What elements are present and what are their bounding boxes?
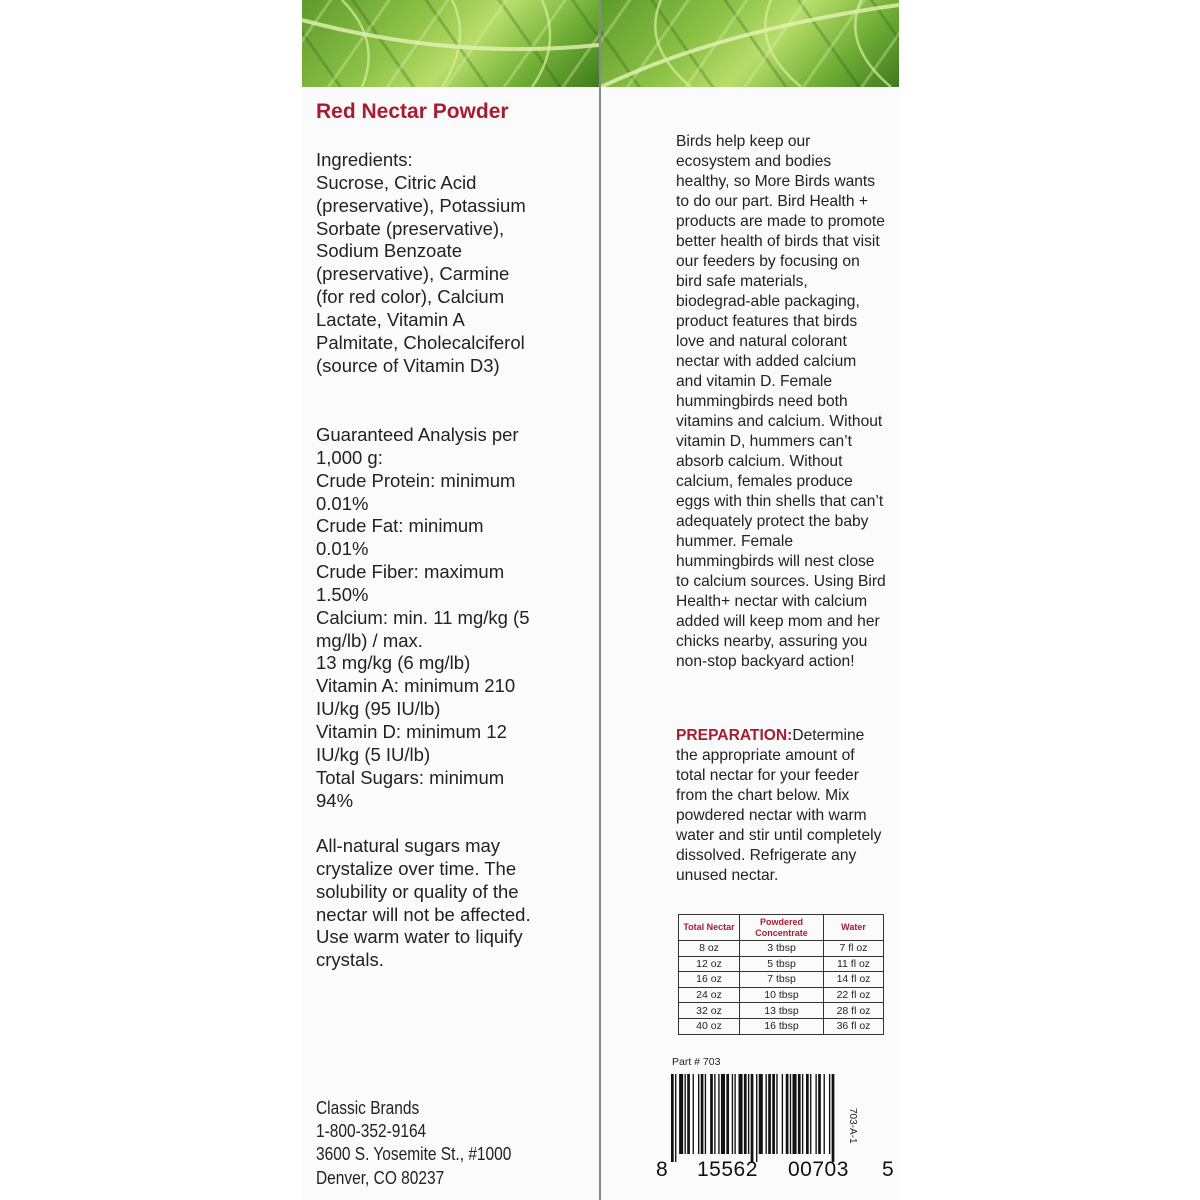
- table-cell: 16 tbsp: [740, 1018, 824, 1034]
- barcode-bar: [739, 1074, 743, 1154]
- header-total-nectar: Total Nectar: [679, 915, 740, 941]
- table-cell: 14 fl oz: [824, 972, 884, 988]
- guaranteed-analysis-text: Guaranteed Analysis per 1,000 g: Crude Protein: minimum 0.01% Crude Fat: minimum 0.01% Crude Fiber: maximum 1.50% Calcium: min. 11 mg/kg (5 mg/lb) / max. 13 mg/kg (6 mg/lb) Vitamin A: minimum 210 IU/kg (95 IU/lb) Vitamin D: minimum 12 IU/kg (5 IU/lb) Total Sugars: minimum 94%: [316, 424, 530, 811]
- barcode-bar: [726, 1074, 729, 1154]
- barcode-bar: [798, 1074, 801, 1154]
- barcode-bar: [693, 1074, 694, 1154]
- header-powdered-concentrate: Powdered Concentrate: [740, 915, 824, 941]
- barcode-bar: [824, 1074, 825, 1154]
- table-cell: 24 oz: [679, 987, 740, 1003]
- table-cell: 12 oz: [679, 956, 740, 972]
- barcode-digit-last: 5: [882, 1158, 895, 1181]
- barcode-bar: [671, 1074, 674, 1162]
- table-row: [679, 941, 884, 957]
- barcode-bar: [679, 1074, 683, 1154]
- product-label: [302, 0, 899, 1200]
- barcode-bar: [732, 1074, 733, 1154]
- barcode-bar: [710, 1074, 713, 1154]
- table-cell: 22 fl oz: [824, 987, 884, 1003]
- header-water: Water: [824, 915, 884, 941]
- barcode-bar: [756, 1074, 757, 1162]
- table-cell: 3 tbsp: [740, 941, 824, 957]
- company-city: Denver, CO 80237: [316, 1167, 445, 1188]
- barcode-bar: [786, 1074, 789, 1154]
- part-number: Part # 703: [672, 1056, 721, 1068]
- table-cell: 5 tbsp: [740, 956, 824, 972]
- table-row: [679, 987, 884, 1003]
- about-text: Birds help keep our ecosystem and bodies healthy, so More Birds wants to do our part. Bird Health + products are made to promote better health of birds that visit our feeders by focusing on bird safe materials, biodegrad-able packaging, product features that birds love and natural colorant nectar with added calcium and vitamin D. Female hummingbirds need both vitamins and calcium. Without vitamin D, hummers can’t absorb calcium. Without calcium, females produce eggs with thin shells that can’t adequately protect the baby hummer. Female hummingbirds will nest close to calcium sources. Using Bird Health+ nectar with calcium added will keep mom and her chicks nearby, assuring you non-stop backyard action!: [676, 133, 886, 670]
- mixing-chart: [678, 914, 884, 1035]
- barcode-bar: [766, 1074, 767, 1154]
- table-cell: 10 tbsp: [740, 987, 824, 1003]
- table-row: [679, 972, 884, 988]
- table-cell: 36 fl oz: [824, 1018, 884, 1034]
- leaf-banner-right: [601, 0, 899, 87]
- barcode-bar: [832, 1074, 835, 1162]
- table-cell: 16 oz: [679, 972, 740, 988]
- barcode-bar: [685, 1074, 686, 1154]
- barcode-bar: [782, 1074, 783, 1154]
- barcode-bar: [802, 1074, 803, 1154]
- barcode-bar: [718, 1074, 719, 1154]
- barcode-group-left: 15562: [697, 1158, 758, 1181]
- barcode-bar: [714, 1074, 715, 1154]
- barcode-bar: [806, 1074, 809, 1154]
- leaf-vein-pattern: [601, 0, 899, 87]
- barcode-bar: [768, 1074, 771, 1154]
- barcode-bar: [790, 1074, 791, 1154]
- table-cell: 8 oz: [679, 941, 740, 957]
- company-address: 3600 S. Yosemite St., #1000: [316, 1144, 512, 1165]
- table-row: [679, 1018, 884, 1034]
- barcode-bar: [759, 1074, 763, 1154]
- barcode-bar: [698, 1074, 699, 1154]
- table-header-row: [679, 915, 884, 941]
- barcode-bar: [810, 1074, 811, 1154]
- barcode-bar: [721, 1074, 725, 1154]
- barcode-bar: [776, 1074, 777, 1154]
- preparation-heading: PREPARATION:: [676, 727, 793, 744]
- preparation-body: Determine the appropriate amount of total nectar for your feeder from the chart below. Mix powdered nectar with warm water and stir until completely dissolved. Refrigerate any unused nectar.: [676, 727, 882, 884]
- ingredients-text: Ingredients: Sucrose, Citric Acid (preservative), Potassium Sorbate (preservative), Sodium Benzoate (preservative), Carmine (for red color), Calcium Lactate, Vitamin A Palmitate, Cholecalciferol (source of Vitamin D3): [316, 149, 526, 376]
- barcode-bar: [751, 1074, 754, 1162]
- product-title: Red Nectar Powder: [316, 100, 509, 123]
- barcode-bar: [748, 1074, 749, 1154]
- table-cell: 13 tbsp: [740, 1003, 824, 1019]
- table-cell: 7 fl oz: [824, 941, 884, 957]
- barcode-bar: [734, 1074, 735, 1154]
- barcode-bar: [705, 1074, 706, 1154]
- table-row: [679, 956, 884, 972]
- barcode-group-right: 00703: [788, 1158, 849, 1181]
- barcode-bar: [687, 1074, 690, 1154]
- table-cell: 32 oz: [679, 1003, 740, 1019]
- barcode-bar: [772, 1074, 775, 1154]
- table-cell: 40 oz: [679, 1018, 740, 1034]
- side-code: 703-A-1: [847, 1108, 858, 1144]
- barcode-bar: [744, 1074, 747, 1154]
- leaf-vein-pattern: [302, 0, 599, 87]
- table-cell: 7 tbsp: [740, 972, 824, 988]
- crystalize-note: All-natural sugars may crystalize over time. The solubility or quality of the nectar will not be affected. Use warm water to liquify crystals.: [316, 835, 531, 971]
- table-cell: 11 fl oz: [824, 956, 884, 972]
- company-phone: 1-800-352-9164: [316, 1121, 427, 1142]
- barcode-bar: [829, 1074, 830, 1154]
- preparation-text: [676, 726, 886, 886]
- barcode-bar: [793, 1074, 797, 1154]
- table-row: [679, 1003, 884, 1019]
- barcode-bar: [701, 1074, 704, 1154]
- barcode-digit-first: 8: [656, 1158, 669, 1181]
- company-name: Classic Brands: [316, 1098, 420, 1118]
- table-cell: 28 fl oz: [824, 1003, 884, 1019]
- company-info: [316, 1097, 540, 1190]
- panel-divider: [599, 0, 601, 1200]
- barcode-bar: [818, 1074, 821, 1154]
- leaf-banner-left: [302, 0, 599, 87]
- barcode-bar: [675, 1074, 676, 1162]
- barcode-bar: [815, 1074, 816, 1154]
